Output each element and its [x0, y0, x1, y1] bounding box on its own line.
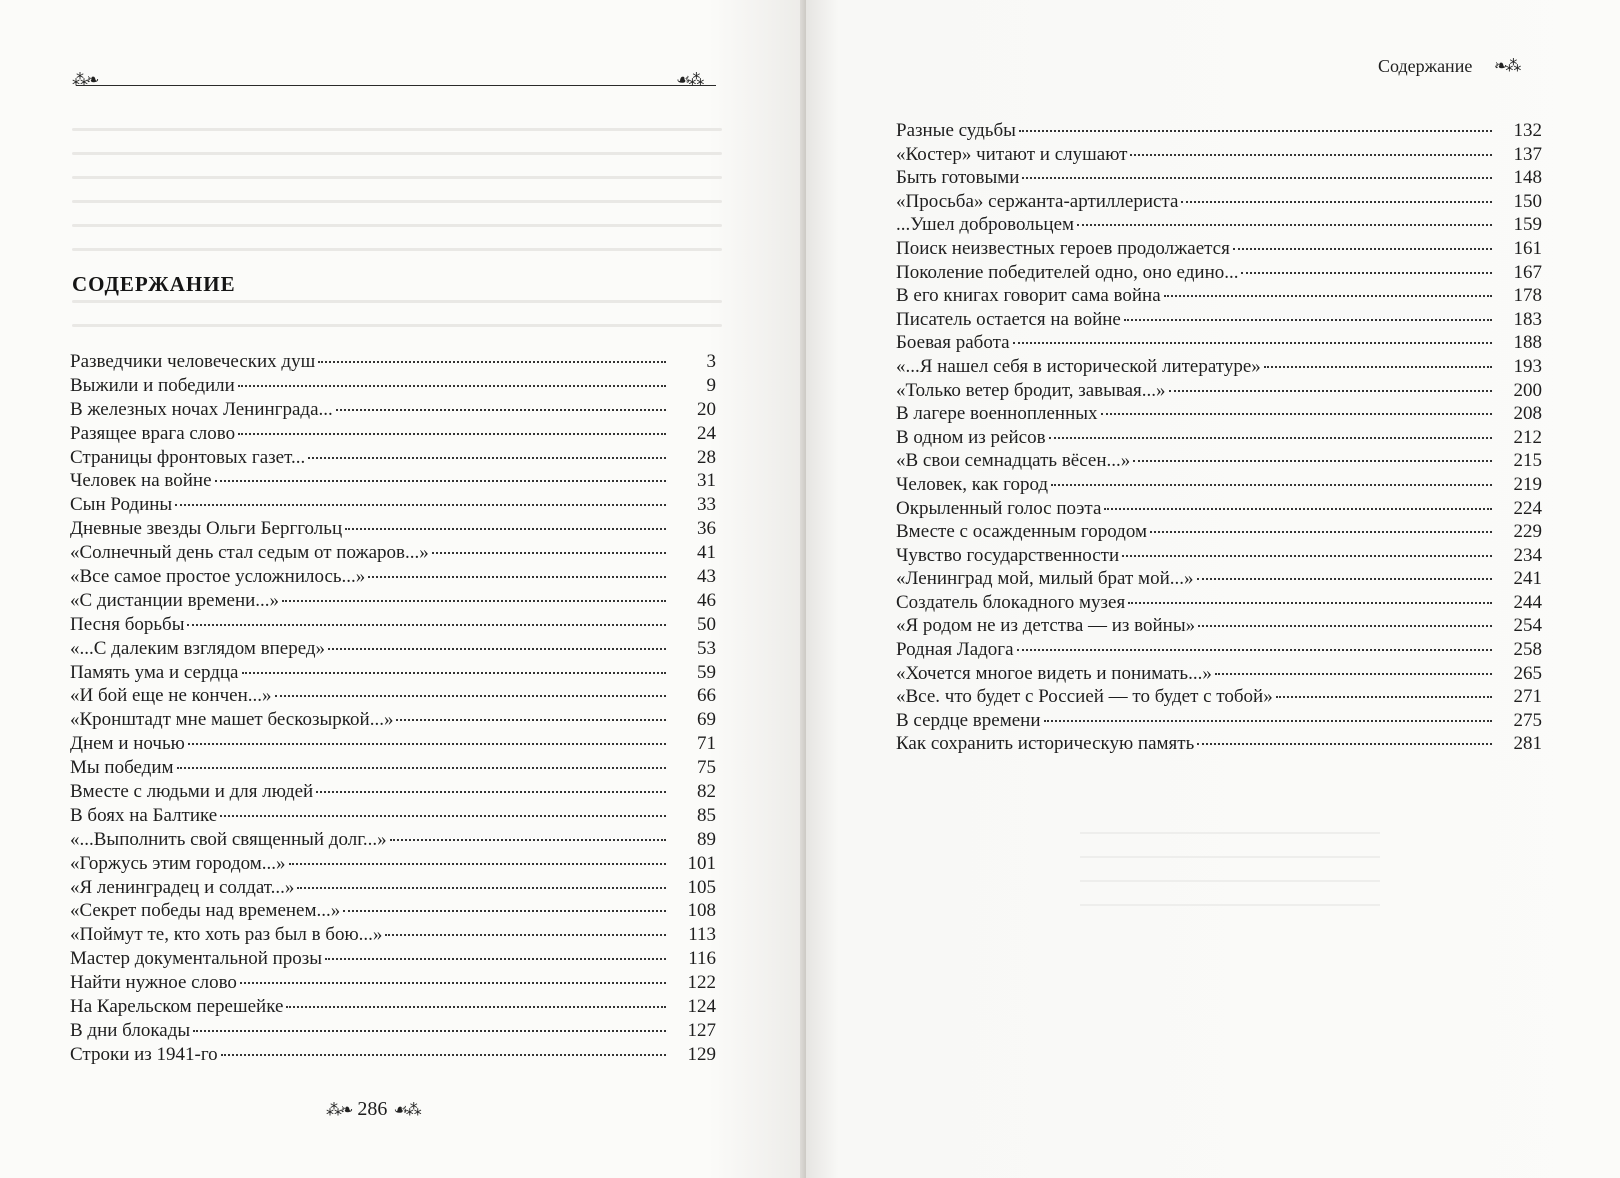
- toc-entry: [70, 1019, 716, 1043]
- toc-entry-title: Вместе с людьми и для людей: [70, 781, 314, 803]
- dot-leader: [390, 839, 666, 841]
- dot-leader: [1104, 508, 1492, 510]
- toc-entry-title: «Костер» читают и слушают: [896, 143, 1128, 165]
- toc-entry-title: В дни блокады: [70, 1019, 191, 1041]
- toc-list-right: [896, 119, 1542, 756]
- toc-entry-page: 208: [1513, 403, 1542, 425]
- toc-entry: [70, 732, 716, 756]
- toc-entry-page: 50: [697, 613, 716, 635]
- dot-leader: [1044, 720, 1493, 722]
- dot-leader: [1133, 460, 1492, 462]
- toc-entry-page: 161: [1513, 237, 1542, 259]
- toc-entry: [70, 398, 716, 422]
- show-through-line: [72, 300, 722, 303]
- toc-entry: [896, 237, 1542, 261]
- toc-entry-title: «Все. что будет с Россией — то будет с тобой»: [896, 686, 1273, 708]
- toc-entry-title: «Хочется многое видеть и понимать...»: [896, 662, 1212, 684]
- toc-entry-page: 229: [1513, 521, 1542, 543]
- toc-entry: [896, 261, 1542, 285]
- toc-entry-title: Поиск неизвестных героев продолжается: [896, 237, 1230, 259]
- floral-ornament-icon: ❧⁂: [1494, 56, 1520, 75]
- toc-entry: [896, 355, 1542, 379]
- toc-entry: [896, 709, 1542, 733]
- toc-entry-page: 275: [1513, 709, 1542, 731]
- toc-entry-title: На Карельском перешейке: [70, 996, 284, 1018]
- toc-entry-title: Строки из 1941-го: [70, 1043, 218, 1065]
- toc-entry-page: 3: [706, 351, 716, 372]
- toc-entry: [70, 780, 716, 804]
- toc-entry-title: Песня борьбы: [70, 613, 185, 635]
- toc-entry: [70, 422, 716, 446]
- toc-entry-page: 89: [697, 828, 716, 850]
- toc-entry: [896, 614, 1542, 638]
- toc-entry-title: Как сохранить историческую память: [896, 733, 1195, 755]
- dot-leader: [316, 791, 666, 793]
- toc-entry: [70, 517, 716, 541]
- toc-entry: [896, 166, 1542, 190]
- dot-leader: [1241, 272, 1492, 274]
- page-number: 286: [357, 1098, 388, 1120]
- toc-entry-title: Окрыленный голос поэта: [896, 497, 1102, 519]
- toc-entry-title: Вместе с осажденным городом: [896, 521, 1147, 543]
- dot-leader: [345, 528, 666, 530]
- dot-leader: [220, 815, 666, 817]
- toc-entry-title: «...С далеким взглядом вперед»: [70, 637, 326, 659]
- toc-entry-page: 215: [1513, 450, 1542, 472]
- toc-entry-page: 9: [706, 374, 716, 396]
- toc-entry-title: Мастер документальной прозы: [70, 948, 323, 970]
- dot-leader: [336, 409, 666, 411]
- toc-entry: [896, 426, 1542, 450]
- dot-leader: [325, 958, 666, 960]
- toc-entry-title: Дневные звезды Ольги Берггольц: [70, 518, 343, 540]
- toc-entry-page: 224: [1513, 497, 1542, 519]
- toc-entry-title: Найти нужное слово: [70, 972, 237, 994]
- dot-leader: [1077, 224, 1492, 226]
- toc-entry: [70, 995, 716, 1019]
- dot-leader: [1181, 201, 1492, 203]
- toc-entry: [896, 497, 1542, 521]
- dot-leader: [177, 767, 666, 769]
- toc-entry-title: Сын Родины: [70, 494, 173, 516]
- toc-entry-page: 234: [1513, 544, 1542, 566]
- toc-entry-title: В боях на Балтике: [70, 804, 218, 826]
- toc-entry: [896, 402, 1542, 426]
- toc-entry-page: 41: [697, 542, 716, 564]
- toc-entry-page: 281: [1513, 733, 1542, 755]
- toc-entry-page: 113: [688, 924, 716, 946]
- toc-entry-title: «Я ленинградец и солдат...»: [70, 876, 295, 898]
- toc-entry-page: 265: [1513, 662, 1542, 684]
- toc-entry-page: 129: [687, 1043, 716, 1065]
- toc-entry-title: Мы победим: [70, 757, 174, 779]
- toc-entry-title: Боевая работа: [896, 332, 1010, 354]
- toc-entry-page: 43: [697, 566, 716, 588]
- toc-entry: [896, 520, 1542, 544]
- toc-entry: [70, 971, 716, 995]
- toc-entry-page: 31: [697, 470, 716, 492]
- toc-entry: [896, 379, 1542, 403]
- dot-leader: [385, 934, 666, 936]
- show-through-line: [72, 128, 722, 131]
- toc-entry: [896, 308, 1542, 332]
- dot-leader: [1101, 413, 1492, 415]
- toc-entry-title: Разные судьбы: [896, 120, 1016, 141]
- dot-leader: [1215, 673, 1492, 675]
- left-page: [0, 0, 806, 1178]
- dot-leader: [328, 648, 666, 650]
- toc-entry-page: 159: [1513, 214, 1542, 236]
- toc-entry-page: 200: [1513, 379, 1542, 401]
- show-through-line: [72, 152, 722, 155]
- toc-entry-title: Память ума и сердца: [70, 661, 239, 683]
- show-through-line: [1080, 880, 1380, 882]
- toc-entry-page: 258: [1513, 639, 1542, 661]
- dot-leader: [1276, 696, 1492, 698]
- dot-leader: [343, 910, 666, 912]
- toc-entry: [70, 637, 716, 661]
- dot-leader: [1051, 484, 1492, 486]
- toc-entry: [70, 899, 716, 923]
- toc-entry: [896, 284, 1542, 308]
- toc-entry-title: «В свои семнадцать вёсен...»: [896, 450, 1131, 472]
- toc-entry-title: Страницы фронтовых газет...: [70, 446, 306, 468]
- show-through-line: [1080, 856, 1380, 858]
- toc-entry-title: В одном из рейсов: [896, 426, 1046, 448]
- dot-leader: [175, 504, 666, 506]
- show-through-line: [72, 176, 722, 179]
- toc-entry-title: Создатель блокадного музея: [896, 591, 1126, 613]
- toc-entry: [896, 685, 1542, 709]
- toc-entry: [70, 446, 716, 470]
- dot-leader: [297, 887, 666, 889]
- show-through-line: [1080, 832, 1380, 834]
- toc-entry-page: 271: [1513, 686, 1542, 708]
- toc-entry-title: Чувство государственности: [896, 544, 1120, 566]
- dot-leader: [1164, 295, 1492, 297]
- toc-entry-page: 82: [697, 781, 716, 803]
- toc-entry: [896, 662, 1542, 686]
- toc-entry-page: 137: [1513, 143, 1542, 165]
- toc-entry: [896, 213, 1542, 237]
- toc-entry: [70, 565, 716, 589]
- toc-entry-page: 59: [697, 661, 716, 683]
- toc-entry-title: «Все самое простое усложнилось...»: [70, 566, 366, 588]
- dot-leader: [240, 982, 666, 984]
- toc-entry-title: Писатель остается на войне: [896, 308, 1121, 330]
- toc-entry-page: 178: [1513, 285, 1542, 307]
- toc-entry-title: Быть готовыми: [896, 167, 1020, 189]
- floral-ornament-icon: ☙⁂: [393, 1100, 420, 1119]
- dot-leader: [1013, 342, 1492, 344]
- toc-entry-page: 75: [697, 757, 716, 779]
- dot-leader: [318, 361, 666, 363]
- dot-leader: [289, 863, 666, 865]
- dot-leader: [238, 433, 666, 435]
- dot-leader: [238, 385, 666, 387]
- toc-entry: [70, 876, 716, 900]
- dot-leader: [1122, 555, 1492, 557]
- dot-leader: [1198, 625, 1492, 627]
- toc-entry: [70, 852, 716, 876]
- toc-entry-title: Человек на войне: [70, 470, 212, 492]
- toc-entry-page: 212: [1513, 426, 1542, 448]
- toc-entry-page: 244: [1513, 591, 1542, 613]
- toc-entry-page: 33: [697, 494, 716, 516]
- header-rule: [76, 85, 716, 86]
- toc-entry: [896, 449, 1542, 473]
- toc-entry: [70, 684, 716, 708]
- dot-leader: [1124, 319, 1492, 321]
- toc-entry-page: 132: [1513, 120, 1542, 141]
- toc-entry-title: В его книгах говорит сама война: [896, 285, 1161, 307]
- toc-list-left: [70, 350, 716, 1067]
- dot-leader: [1128, 602, 1492, 604]
- toc-entry: [70, 589, 716, 613]
- show-through-line: [72, 248, 722, 251]
- toc-entry: [896, 567, 1542, 591]
- toc-entry: [70, 708, 716, 732]
- toc-entry-page: 24: [697, 422, 716, 444]
- toc-entry-page: 219: [1513, 473, 1542, 495]
- toc-entry: [896, 591, 1542, 615]
- toc-entry-page: 36: [697, 518, 716, 540]
- toc-entry-page: 46: [697, 589, 716, 611]
- toc-entry-title: «Кронштадт мне машет бескозыркой...»: [70, 709, 394, 731]
- toc-entry-page: 20: [697, 398, 716, 420]
- toc-entry-page: 148: [1513, 167, 1542, 189]
- toc-entry-page: 122: [687, 972, 716, 994]
- toc-entry-page: 105: [687, 876, 716, 898]
- dot-leader: [1197, 743, 1492, 745]
- toc-entry-page: 28: [697, 446, 716, 468]
- toc-entry-page: 116: [688, 948, 716, 970]
- dot-leader: [188, 743, 666, 745]
- dot-leader: [1022, 177, 1492, 179]
- page-footer: [326, 1098, 420, 1121]
- show-through-line: [1080, 904, 1380, 906]
- section-title: СОДЕРЖАНИЕ: [72, 272, 236, 296]
- running-head: Содержание: [1378, 56, 1473, 76]
- dot-leader: [308, 457, 666, 459]
- toc-entry-title: «Секрет победы над временем...»: [70, 900, 341, 922]
- toc-entry-title: «...Я нашел себя в исторической литературе»: [896, 355, 1261, 377]
- toc-entry-page: 193: [1513, 355, 1542, 377]
- toc-entry: [896, 473, 1542, 497]
- toc-entry: [70, 1043, 716, 1067]
- toc-entry-title: Поколение победителей одно, оно едино...: [896, 261, 1239, 283]
- toc-entry: [896, 143, 1542, 167]
- toc-entry: [70, 828, 716, 852]
- dot-leader: [368, 576, 666, 578]
- dot-leader: [193, 1030, 666, 1032]
- toc-entry-title: Днем и ночью: [70, 733, 185, 755]
- toc-entry-page: 53: [697, 637, 716, 659]
- toc-entry: [70, 804, 716, 828]
- dot-leader: [282, 600, 666, 602]
- dot-leader: [1197, 578, 1493, 580]
- toc-entry: [70, 923, 716, 947]
- dot-leader: [396, 719, 666, 721]
- toc-entry: [70, 350, 716, 374]
- toc-entry-title: «И бой еще не кончен...»: [70, 685, 272, 707]
- toc-entry: [70, 756, 716, 780]
- toc-entry-page: 150: [1513, 190, 1542, 212]
- toc-entry-title: «Я родом не из детства — из войны»: [896, 615, 1196, 637]
- toc-entry-title: «Солнечный день стал седым от пожаров...»: [70, 542, 429, 564]
- dot-leader: [221, 1054, 666, 1056]
- toc-entry-page: 69: [697, 709, 716, 731]
- toc-entry-page: 108: [687, 900, 716, 922]
- toc-entry-page: 167: [1513, 261, 1542, 283]
- toc-entry-page: 66: [697, 685, 716, 707]
- dot-leader: [275, 695, 667, 697]
- toc-entry: [896, 732, 1542, 756]
- dot-leader: [1017, 649, 1492, 651]
- toc-entry-page: 241: [1513, 568, 1542, 590]
- floral-ornament-icon: ⁂❧: [326, 1100, 352, 1119]
- toc-entry-title: Человек, как город: [896, 473, 1049, 495]
- toc-entry-title: «Поймут те, кто хоть раз был в бою...»: [70, 924, 383, 946]
- toc-entry-title: Родная Ладога: [896, 639, 1014, 661]
- toc-entry-title: «Ленинград мой, милый брат мой...»: [896, 568, 1194, 590]
- toc-entry: [70, 493, 716, 517]
- toc-entry-title: «Просьба» сержанта-артиллериста: [896, 190, 1179, 212]
- toc-entry-title: ...Ушел добровольцем: [896, 214, 1075, 236]
- toc-entry-title: Разведчики человеческих душ: [70, 351, 316, 372]
- toc-entry: [70, 947, 716, 971]
- dot-leader: [286, 1006, 666, 1008]
- show-through-line: [72, 200, 722, 203]
- toc-entry-title: В железных ночах Ленинграда...: [70, 398, 333, 420]
- toc-entry: [896, 544, 1542, 568]
- show-through-line: [72, 224, 722, 227]
- toc-entry-title: В лагере военнопленных: [896, 403, 1098, 425]
- show-through-line: [72, 324, 722, 327]
- toc-entry-title: Разящее врага слово: [70, 422, 236, 444]
- dot-leader: [215, 480, 667, 482]
- toc-entry-page: 71: [697, 733, 716, 755]
- toc-entry-title: «...Выполнить свой священный долг...»: [70, 828, 387, 850]
- floral-ornament-icon: ⁂❧: [72, 70, 98, 89]
- dot-leader: [1233, 248, 1492, 250]
- dot-leader: [432, 552, 666, 554]
- toc-entry-page: 188: [1513, 332, 1542, 354]
- dot-leader: [1130, 154, 1492, 156]
- toc-entry-page: 183: [1513, 308, 1542, 330]
- toc-entry-page: 101: [687, 852, 716, 874]
- toc-entry: [896, 119, 1542, 143]
- toc-entry: [70, 469, 716, 493]
- floral-ornament-icon: ☙⁂: [676, 70, 703, 89]
- toc-entry: [70, 541, 716, 565]
- dot-leader: [1019, 130, 1492, 132]
- toc-entry: [70, 661, 716, 685]
- toc-entry-title: «Горжусь этим городом...»: [70, 852, 286, 874]
- dot-leader: [1049, 437, 1492, 439]
- toc-entry: [70, 613, 716, 637]
- toc-entry: [896, 190, 1542, 214]
- toc-entry-title: В сердце времени: [896, 709, 1041, 731]
- dot-leader: [1169, 390, 1492, 392]
- toc-entry-page: 127: [687, 1019, 716, 1041]
- toc-entry-title: Выжили и победили: [70, 374, 235, 396]
- toc-entry: [896, 638, 1542, 662]
- toc-entry: [70, 374, 716, 398]
- toc-entry-title: «Только ветер бродит, завывая...»: [896, 379, 1166, 401]
- toc-entry-page: 85: [697, 804, 716, 826]
- dot-leader: [1150, 531, 1492, 533]
- toc-entry-page: 254: [1513, 615, 1542, 637]
- toc-entry-page: 124: [687, 996, 716, 1018]
- dot-leader: [187, 624, 666, 626]
- toc-entry: [896, 331, 1542, 355]
- toc-entry-title: «С дистанции времени...»: [70, 589, 280, 611]
- dot-leader: [242, 672, 667, 674]
- dot-leader: [1264, 366, 1492, 368]
